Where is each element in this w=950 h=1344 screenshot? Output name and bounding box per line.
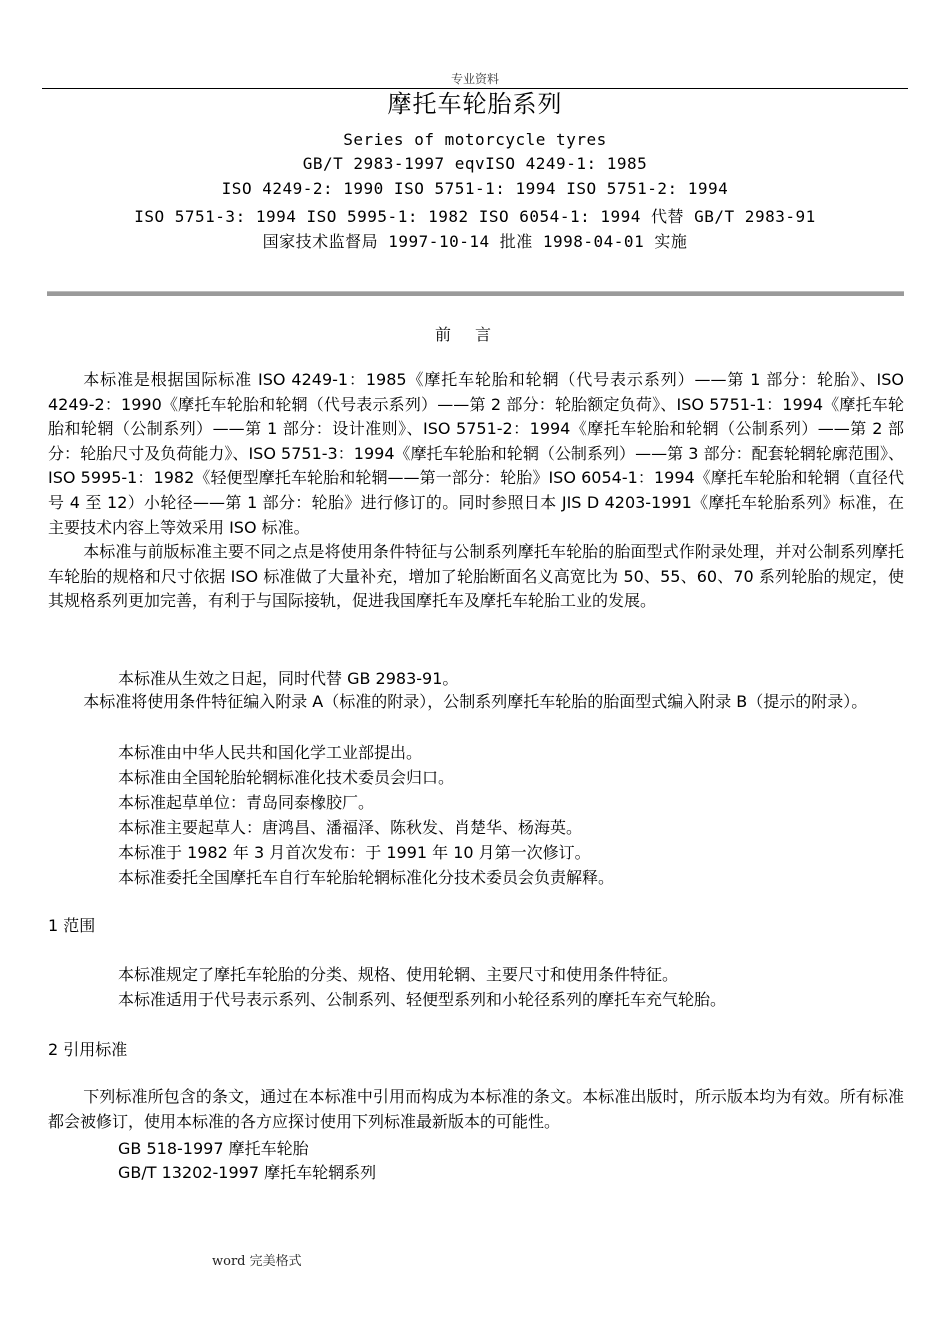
document-title: 摩托车轮胎系列	[387, 90, 563, 118]
page-header-label: 专业资料	[450, 72, 499, 86]
standard-line: ISO 5751-3: 1994 ISO 5995-1: 1982 ISO 6054-1: 1994 代替 GB/T 2983-91	[134, 207, 816, 226]
paragraph: 下列标准所包含的条文，通过在本标准中引用而构成为本标准的条文。本标准出版时，所示版本均为有效。所有标准都会被修订，使用本标准的各方应探讨使用下列标准最新版本的可能性。	[48, 1087, 904, 1131]
reference-item: GB 518-1997 摩托车轮胎	[118, 1139, 309, 1158]
standard-line: GB/T 2983-1997 eqvISO 4249-1: 1985	[302, 154, 648, 173]
section-heading-scope: 1 范围	[48, 916, 96, 935]
paragraph: 本标准与前版标准主要不同之点是将使用条件特征与公制系列摩托车轮胎的胎面型式作附录处理，并对公制系列摩托车轮胎的规格和尺寸依据 ISO 标准做了大量补充，增加了轮胎断面名义高宽比为 50、55、60、70 系列轮胎的规定，使其规格系列更加完善，有利于与国际接轨，促进我国摩托车及摩托车轮胎工业的发展。	[48, 542, 904, 611]
paragraph: 本标准由中华人民共和国化学工业部提出。	[118, 743, 423, 762]
paragraph: 本标准委托全国摩托车自行车轮胎轮辋标准化分技术委员会负责解释。	[118, 868, 615, 887]
standard-line: ISO 4249-2: 1990 ISO 5751-1: 1994 ISO 5751-2: 1994	[221, 179, 729, 198]
paragraph: 本标准从生效之日起，同时代替 GB 2983-91。	[118, 669, 459, 688]
foreword-heading: 前言	[434, 325, 515, 344]
paragraph: 本标准是根据国际标准 ISO 4249-1：1985《摩托车轮胎和轮辋（代号表示系列）——第 1 部分：轮胎》、ISO 4249-2：1990《摩托车轮胎和轮辋（代号表示系列）——第 2 部分：轮胎额定负荷》、ISO 5751-1：1994《摩托车轮胎和轮辋（公制系列）——第 1 部分：设计准则》、ISO 5751-2：1994《摩托车轮胎和轮辋（公制系列）——第 2 部分：轮胎尺寸及负荷能力》、ISO 5751-3：1994《摩托车轮胎和轮辋（公制系列）——第 3 部分：配套轮辋轮廓范围》、ISO 5995-1：1982《轻便型摩托车轮胎和轮辋——第一部分：轮胎》ISO 6054-1：1994《摩托车轮胎和轮辋（直径代号 4 至 12）小轮径——第 1 部分：轮胎》进行修订的。同时参照日本 JIS D 4203-1991《摩托车轮胎系列》标准，在主要技术内容上等效采用 ISO 标准。	[48, 370, 904, 537]
references-intro	[48, 1085, 904, 1134]
paragraph: 本标准将使用条件特征编入附录 A（标准的附录），公制系列摩托车轮胎的胎面型式编入附录 B（提示的附录）。	[83, 692, 868, 711]
paragraph: 本标准主要起草人：唐鸿昌、潘福泽、陈秋发、肖楚华、杨海英。	[118, 818, 583, 837]
english-title: Series of motorcycle tyres	[343, 130, 607, 149]
approval-line: 国家技术监督局 1997-10-14 批准 1998-04-01 实施	[262, 232, 688, 251]
paragraph: 本标准由全国轮胎轮辋标准化技术委员会归口。	[118, 768, 455, 787]
paragraph: 本标准适用于代号表示系列、公制系列、轻便型系列和小轮径系列的摩托车充气轮胎。	[118, 990, 727, 1009]
paragraph: 本标准起草单位：青岛同泰橡胶厂。	[118, 793, 375, 812]
foreword-body	[48, 368, 904, 614]
reference-item: GB/T 13202-1997 摩托车轮辋系列	[118, 1163, 377, 1182]
separator-rule	[47, 291, 904, 296]
paragraph: 本标准于 1982 年 3 月首次发布：于 1991 年 10 月第一次修订。	[118, 843, 591, 862]
page-footer-label: word 完美格式	[212, 1254, 302, 1269]
section-heading-references: 2 引用标准	[48, 1040, 128, 1059]
paragraph: 本标准规定了摩托车轮胎的分类、规格、使用轮辋、主要尺寸和使用条件特征。	[118, 965, 679, 984]
paragraph-block	[48, 690, 904, 715]
